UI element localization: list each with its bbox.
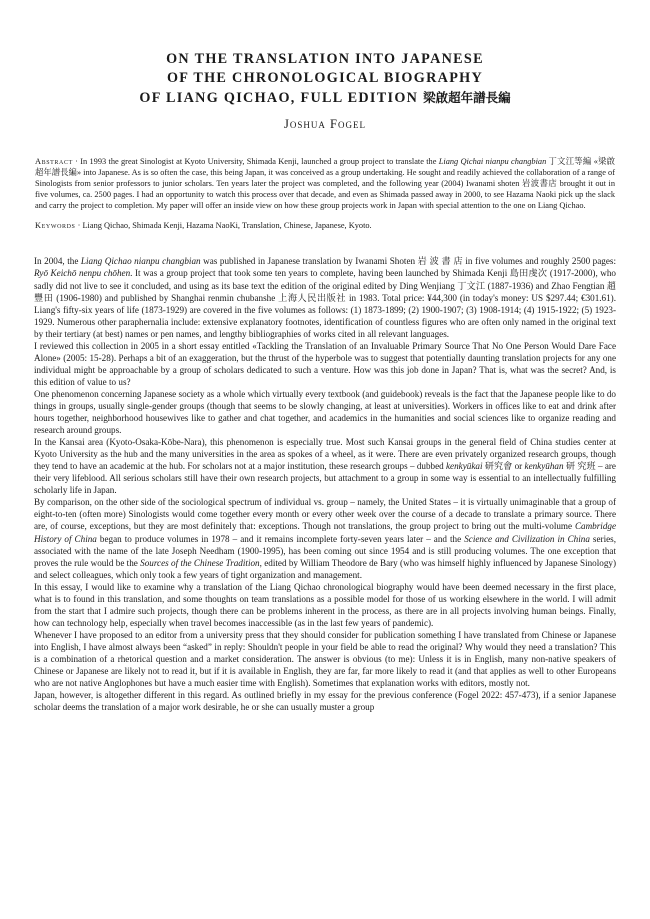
- paper-title: [34, 50, 616, 108]
- p1-text-b: was published in Japanese translation by Iwanami Shoten 岩 波 書 店 in five volumes and roughly 2500 pages:: [200, 256, 616, 267]
- keywords: [34, 221, 616, 232]
- p4-text-c: 研 究班 – are their very lifeblood. All serious scholars still have their own research projects, but attachment to a group in some way is essential to an intellectually fulfilling scholarly life in Japan.: [34, 461, 616, 496]
- keywords-text: Liang Qichao, Shimada Kenji, Hazama NaoKi, Translation, Chinese, Japanese, Kyoto.: [82, 220, 372, 230]
- p1-text-c: . It was a group project that took some ten years to complete, having been launched by Shimada Kenji 島田虔次 (1917-2000), who sadly did not live to see it concluded, and using as its base text the edition of the original edited by Ding Wenjiang 丁文江 (1887-1936) and Zhao Fengtian 趙豐田 (1906-1980) and published by Shanghai renmin chubanshe 上海人民出版社 in 1983. Total price: ¥44,300 (in today's money: US $297.44; €301.61). Liang's fifty-six years of life (1873-1929) are covered in the five volumes as follows: (1) 1873-1899; (2) 1900-1907; (3) 1908-1914; (4) 1915-1922; (5) 1923-1929. Numerous other paraphernalia include: extensive explanatory footnotes, identification of countless figures who are often only named in the original text by their tertiary (at best) names or pen names, and lengthy bibliographies of works cited in all relevant languages.: [34, 268, 616, 339]
- p5-text-d: , edited by William Theodore de Bary (who was himself highly influenced by Japanese Sinology) and select colleagues, which only took a few years of tight organization and management.: [34, 557, 616, 580]
- title-line-1: ON THE TRANSLATION INTO JAPANESE: [166, 51, 484, 67]
- p5-italic-c: Sources of the Chinese Tradition: [140, 557, 260, 568]
- abstract: [34, 157, 616, 212]
- paragraph-7: Whenever I have proposed to an editor from a university press that they should consider for publication something I have translated from Chinese or Japanese into English, I have almost always been “asked” in reply: Shouldn't people in your field be able to read the original? Why would they need a translation? This is a combination of a rhetorical question and a market consideration. The answer is obvious (to me): Unless it is in English, many non-native speakers of Chinese or Japanese are likely not to read it, but if it is available in English, they are far, far more likely to read it (and that applies as well to other Europeans who are not native Anglophones but have a much easier time with English). Sometimes that explanation works with editors, mostly not.: [34, 629, 616, 689]
- body-text: [34, 255, 616, 713]
- abstract-text-1: In 1993 the great Sinologist at Kyoto University, Shimada Kenji, launched a group project to translate the: [80, 157, 439, 166]
- p1-italic-a: Liang Qichao nianpu changbian: [80, 256, 201, 267]
- paragraph-3: One phenomenon concerning Japanese society as a whole which virtually every textbook (and guidebook) reveals is the fact that the Japanese people like to do things in groups, usually single-gender groups (though that seems to be slowly changing, at least at universities). Workers in offices like to eat and drink after hours together, neighborhood housewives like to gather and chat together, and academics in the humanities and social sciences like to organize reading and research around groups.: [34, 388, 616, 436]
- keywords-label: Keywords: [35, 220, 76, 230]
- title-line-3: OF LIANG QICHAO, FULL EDITION: [139, 90, 419, 106]
- p4-text-b: 研究會 or: [482, 461, 525, 472]
- abstract-title-italic: Liang Qichai nianpu changbian: [438, 157, 547, 166]
- p4-italic-a: kenkyūkai: [446, 461, 483, 472]
- p1-text-a: In 2004, the: [34, 256, 81, 267]
- keywords-separator: ·: [75, 220, 83, 230]
- paragraph-4: [34, 436, 616, 496]
- p4-italic-b: kenkyūhan: [524, 461, 564, 472]
- abstract-separator: ·: [72, 157, 81, 166]
- p5-text-c: series, associated with the name of the late Joseph Needham (1900-1995), has been coming out since 1954 and is still producing volumes. The one exception that proves the rule would be the: [34, 533, 616, 568]
- title-line-2: OF THE CHRONOLOGICAL BIOGRAPHY: [166, 70, 484, 86]
- p4-text-a: In the Kansai area (Kyoto-Osaka-Kōbe-Nara), this phenomenon is especially true. Most such Kansai groups in the general field of China studies center at Kyoto University as the hub and the many universities in the area as spokes of a wheel, as it were. There are even privately organized research groups, though they tend to have an academic at the hub. For scholars not at a major institution, these research groups – dubbed: [34, 437, 616, 472]
- p5-text-a: By comparison, on the other side of the sociological spectrum of individual vs. group – namely, the United States – it is virtually unimaginable that a group of eight-to-ten (often more) Sinologists would come together every month or every other week over the course of a decade to translate a primary source. There are, of course, exceptions, but they are most definitely that: exceptions. Though not translations, the group project to bring out the multi-volume: [34, 497, 616, 532]
- paragraph-1: [34, 255, 616, 339]
- abstract-text-2: 丁文江等編 «梁啟超年譜長編» into Japanese. As is so often the case, this being Japan, it was conceived as a group undertaking. He sought and readily achieved the collaboration of a range of Sinologists from senior professors to junior scholars. Ten years later the project was completed, and the following year (2004) Iwanami shoten 岩波書店 brought it out in five volumes, ca. 2500 pages. I had an opportunity to watch this process over that decade, and even as Shimada passed away in 2000, to see Hazama Naoki pick up the slack and carry the project to completion. My paper will offer an inside view on how these group projects work in Japan with special attention to the one on Liang Qichao.: [35, 157, 616, 210]
- p1-italic-b: Ryō Keichō nenpu chōhen: [34, 268, 131, 279]
- abstract-label: Abstract: [35, 157, 73, 166]
- p5-italic-b: Science and Civilization in China: [464, 533, 590, 544]
- paragraph-2: I reviewed this collection in 2005 in a short essay entitled «Tackling the Translation of an Invaluable Primary Source That No One Person Would Dare Face Alone» (2005: 15-28). Perhaps a bit of an exaggeration, but the thrust of the hyperbole was to suggest that potentially daunting translation projects for any one individual might be approachable by a group of scholars dedicated to such a venture. How was this job done in Japan? That is, what was the secret? And, is this edition of value to us?: [34, 340, 616, 387]
- title-cjk: 梁啟超年譜長編: [423, 90, 511, 105]
- author-name: Joshua Fogel: [284, 117, 366, 131]
- p5-text-b: began to produce volumes in 1978 – and it remains incomplete forty-seven years later – and the: [96, 533, 465, 544]
- paragraph-8: Japan, however, is altogether different in this regard. As outlined briefly in my essay for the previous conference (Fogel 2022: 457-473), if a senior Japanese scholar deems the translation of a major work desirable, he or she can usually muster a group: [34, 690, 616, 713]
- paragraph-5: [34, 496, 616, 580]
- p5-italic-a: Cambridge History of China: [34, 521, 616, 544]
- paragraph-6: In this essay, I would like to examine why a translation of the Liang Qichao chronological biography would have been deemed necessary in the first place, what is to found in this translation, and some thoughts on team translations as a possible model for those of us working elsewhere in the world. I will admit from the start that I admire such projects, though there can be problems inherent in the process, as there are in all projects involving human beings. Finally, how can technology help, especially when travel becomes inaccessible (as in the last few years of pandemic).: [34, 581, 616, 628]
